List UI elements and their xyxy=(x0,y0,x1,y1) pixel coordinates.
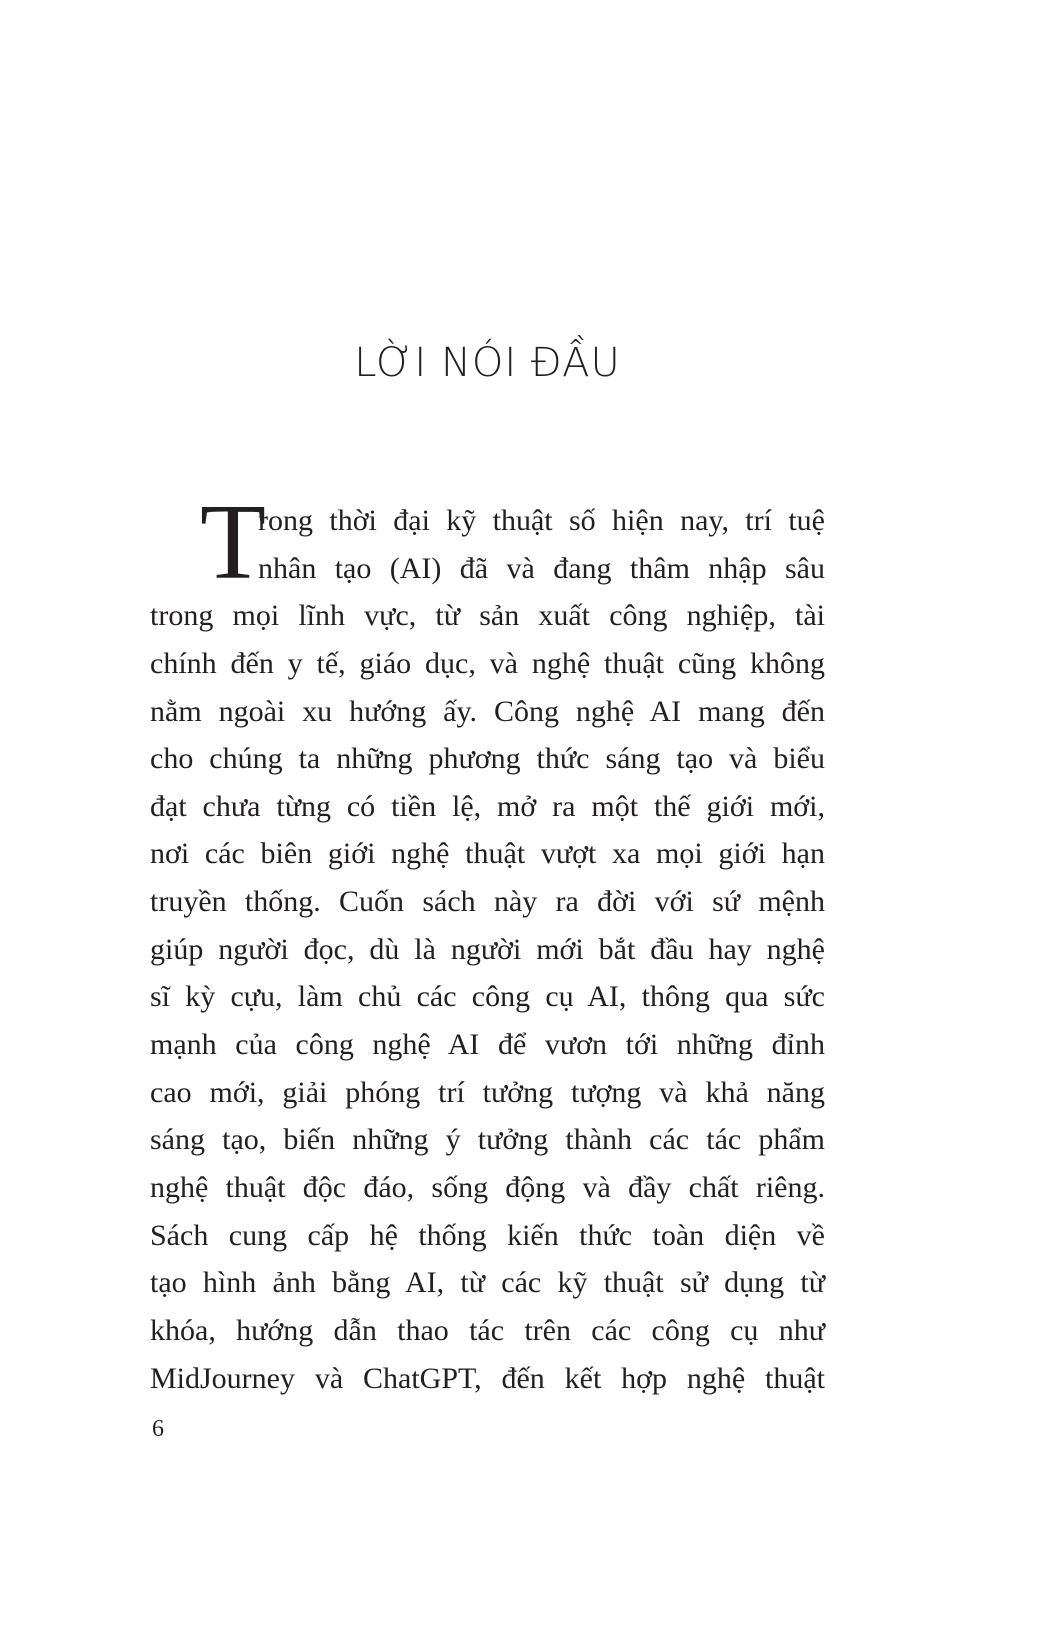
text-line: rong thời đại kỹ thuật số hiện nay, trí tuệ xyxy=(258,504,825,537)
text-line: sĩ kỳ cựu, làm chủ các công cụ AI, thông qua sức xyxy=(150,980,825,1014)
page-number: 6 xyxy=(152,1416,164,1442)
text-line: tạo hình ảnh bằng AI, từ các kỹ thuật sử dụng từ xyxy=(150,1266,825,1300)
text-line: giúp người đọc, dù là người mới bắt đầu hay nghệ xyxy=(150,932,825,966)
text-line: sáng tạo, biến những ý tưởng thành các tác phẩm xyxy=(150,1123,825,1157)
text-line: cao mới, giải phóng trí tưởng tượng và khả năng xyxy=(150,1075,825,1109)
text-line: mạnh của công nghệ AI để vươn tới những đỉnh xyxy=(150,1028,825,1062)
text-line: nằm ngoài xu hướng ấy. Công nghệ AI mang đến xyxy=(150,694,825,728)
text-line: MidJourney và ChatGPT, đến kết hợp nghệ thuật xyxy=(150,1361,825,1395)
text-line: truyền thống. Cuốn sách này ra đời với sứ mệnh xyxy=(150,885,825,919)
text-line: Sách cung cấp hệ thống kiến thức toàn diện về xyxy=(150,1218,825,1252)
text-line: khóa, hướng dẫn thao tác trên các công cụ như xyxy=(150,1313,825,1347)
page-title: LỜI NÓI ĐẦU xyxy=(354,340,621,386)
text-line: trong mọi lĩnh vực, từ sản xuất công nghiệp, tài xyxy=(150,599,825,633)
text-line: nghệ thuật độc đáo, sống động và đầy chất riêng. xyxy=(150,1170,825,1204)
text-line: nơi các biên giới nghệ thuật vượt xa mọi giới hạn xyxy=(150,837,825,871)
text-line: nhân tạo (AI) đã và đang thâm nhập sâu xyxy=(258,551,825,585)
text-line: chính đến y tế, giáo dục, và nghệ thuật cũng không xyxy=(150,646,825,680)
drop-cap: T xyxy=(200,483,266,602)
text-line: đạt chưa từng có tiền lệ, mở ra một thế giới mới, xyxy=(150,789,825,823)
text-line: cho chúng ta những phương thức sáng tạo và biểu xyxy=(150,742,825,776)
body-text xyxy=(150,483,825,1402)
